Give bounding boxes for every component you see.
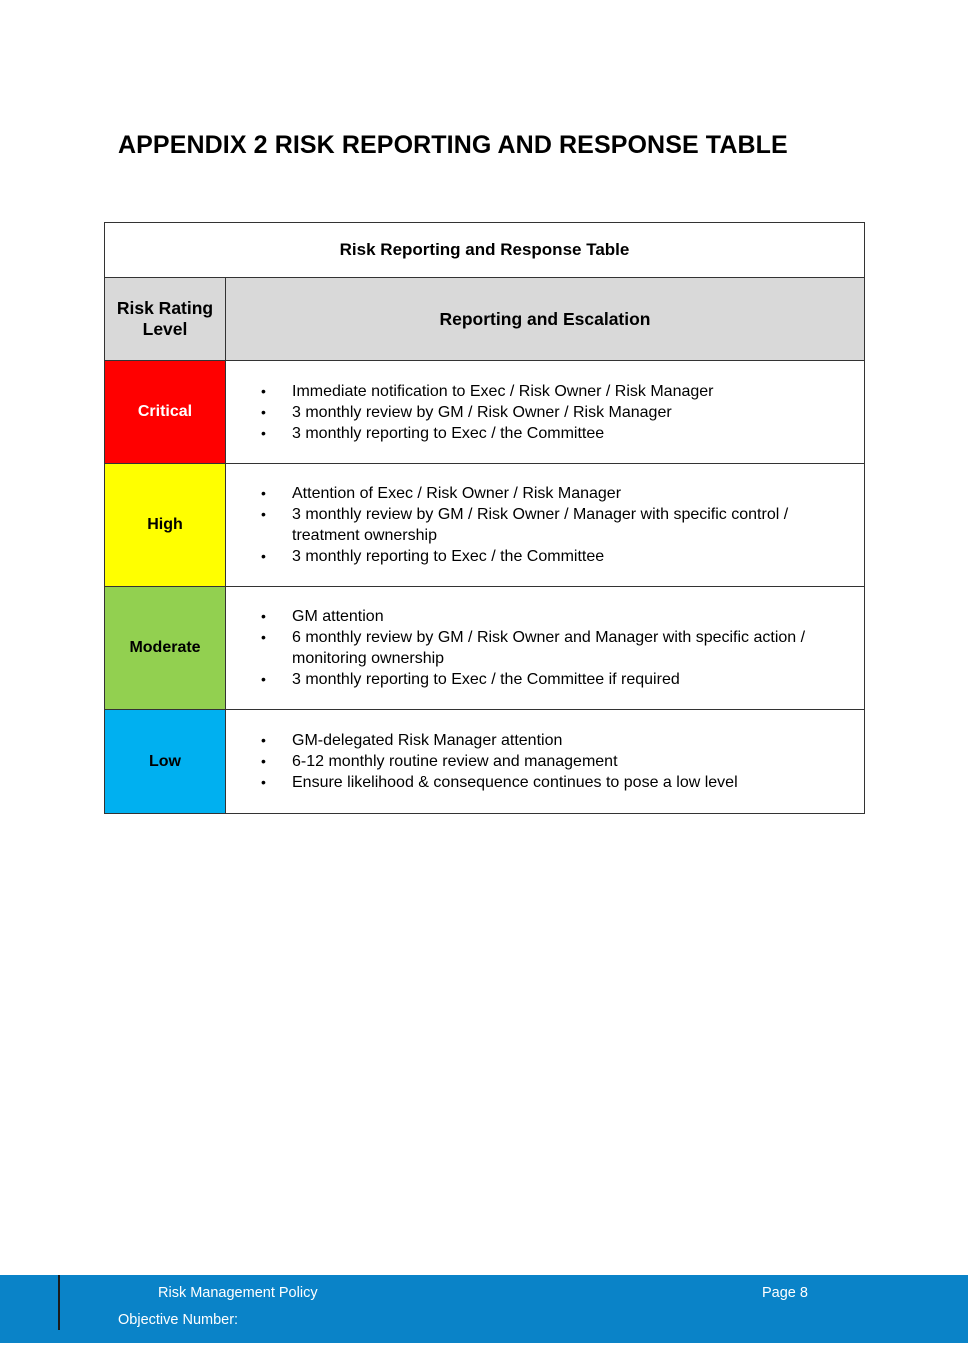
list-item [226, 402, 864, 423]
list-item [226, 504, 864, 546]
table-caption-row [105, 223, 865, 278]
list-item-text: 3 monthly review by GM / Risk Owner / Manager with specific control / treatment ownership [292, 506, 789, 544]
risk-level-cell: Low [105, 710, 226, 814]
escalation-actions-cell [226, 710, 865, 814]
table-header-row [105, 278, 865, 361]
list-item [226, 772, 864, 793]
list-item [226, 546, 864, 567]
header-reporting-escalation: Reporting and Escalation [226, 278, 865, 361]
escalation-actions-cell [226, 361, 865, 464]
escalation-list [226, 606, 864, 690]
bullet-icon: • [261, 608, 266, 624]
list-item [226, 483, 864, 504]
bullet-icon: • [261, 732, 266, 748]
escalation-list [226, 730, 864, 793]
escalation-list [226, 483, 864, 567]
list-item-text: Attention of Exec / Risk Owner / Risk Manager [292, 485, 622, 502]
bullet-icon: • [261, 671, 266, 687]
list-item-text: 3 monthly review by GM / Risk Owner / Risk Manager [292, 403, 672, 421]
list-item-text: 6 monthly review by GM / Risk Owner and Manager with specific action / monitoring ownership [292, 629, 806, 667]
risk-row-critical [105, 361, 865, 464]
bullet-icon: • [261, 403, 266, 420]
risk-row-moderate [105, 587, 865, 710]
list-item-text: 3 monthly reporting to Exec / the Committee [292, 424, 605, 442]
list-item [226, 381, 864, 402]
bullet-icon: • [261, 424, 266, 441]
list-item-text: GM attention [292, 608, 384, 625]
escalation-list [226, 381, 864, 444]
risk-level-cell: Critical [105, 361, 226, 464]
bullet-icon: • [261, 753, 266, 769]
risk-response-table [104, 222, 865, 814]
bullet-icon: • [261, 774, 266, 790]
bullet-icon: • [261, 548, 266, 564]
footer-document-title: Risk Management Policy [158, 1285, 318, 1301]
bullet-icon: • [261, 382, 266, 399]
list-item [226, 627, 864, 669]
list-item [226, 669, 864, 690]
risk-level-cell: Moderate [105, 587, 226, 710]
footer-divider [58, 1275, 60, 1330]
footer-page-number: Page 8 [762, 1285, 808, 1301]
bullet-icon: • [261, 506, 266, 522]
bullet-icon: • [261, 485, 266, 501]
risk-row-high [105, 464, 865, 587]
list-item [226, 730, 864, 751]
bullet-icon: • [261, 629, 266, 645]
list-item-text: 3 monthly reporting to Exec / the Committee if required [292, 671, 680, 688]
list-item-text: Ensure likelihood & consequence continues to pose a low level [292, 774, 738, 791]
table-caption: Risk Reporting and Response Table [105, 223, 865, 278]
page-title: APPENDIX 2 RISK REPORTING AND RESPONSE TABLE [118, 131, 788, 159]
list-item-text: Immediate notification to Exec / Risk Owner / Risk Manager [292, 382, 714, 400]
escalation-actions-cell [226, 464, 865, 587]
list-item [226, 751, 864, 772]
header-risk-rating-level: Risk Rating Level [105, 278, 226, 361]
list-item-text: 3 monthly reporting to Exec / the Committee [292, 548, 605, 565]
footer-objective-label: Objective Number: [118, 1312, 239, 1328]
page-footer [0, 1275, 968, 1343]
list-item-text: 6-12 monthly routine review and management [292, 753, 618, 770]
list-item [226, 606, 864, 627]
risk-row-low [105, 710, 865, 814]
list-item [226, 423, 864, 444]
list-item-text: GM-delegated Risk Manager attention [292, 732, 563, 749]
risk-level-cell: High [105, 464, 226, 587]
escalation-actions-cell [226, 587, 865, 710]
